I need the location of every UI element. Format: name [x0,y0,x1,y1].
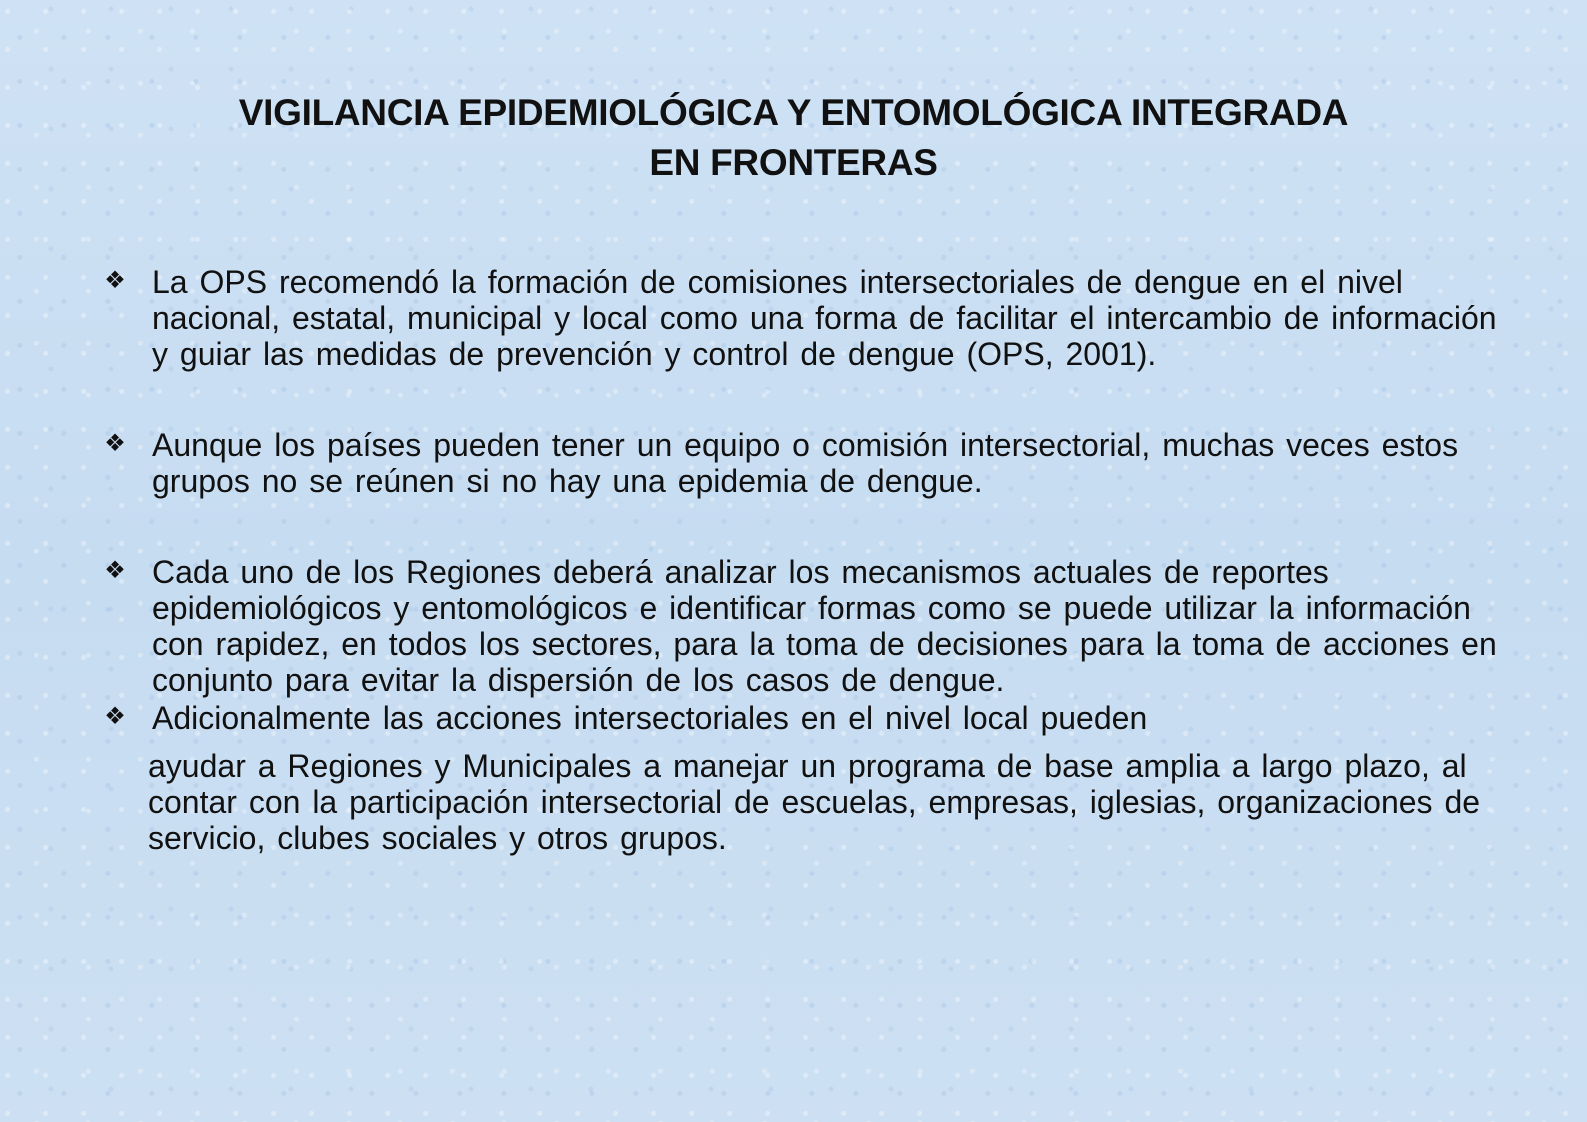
bullet-text: Aunque los países pueden tener un equipo o comisión intersectorial, muchas veces estos grupos no se reúnen si no hay una epidemia de dengue. [152,427,1459,499]
diamond-bullet-icon: ❖ [104,703,126,730]
bullet-continuation-text: ayudar a Regiones y Municipales a manejar un programa de base amplia a largo plazo, al contar con la participación intersectorial de escuelas, empresas, iglesias, organizaciones de servicio, clubes sociales y otros grupos. [148,748,1481,856]
diamond-bullet-icon: ❖ [104,430,126,457]
bullet-text: Cada uno de los Regiones deberá analizar los mecanismos actuales de reportes epidemiológicos y entomológicos e identificar formas como se puede utilizar la información con rapidez, en todos los sectores, para la toma de decisiones para la toma de acciones en conjunto para evitar la dispersión de los casos de dengue. [152,554,1497,698]
bullet-item-local-actions [100,700,1500,736]
bullet-item-commission-meetings [100,427,1500,499]
title-line-2: EN FRONTERAS [649,142,938,183]
title-line-1: VIGILANCIA EPIDEMIOLÓGICA Y ENTOMOLÓGICA INTEGRADA [238,92,1349,133]
bullet-list [100,264,1500,856]
bullet-item-regions-analysis [100,554,1500,698]
bullet-text: La OPS recomendó la formación de comisiones intersectoriales de dengue en el nivel nacional, estatal, municipal y local como una forma de facilitar el intercambio de información y guiar las medidas de prevención y control de dengue (OPS, 2001). [152,264,1497,372]
slide-title [100,88,1487,188]
bullet-item-ops-recommendation [100,264,1500,372]
bullet-text: Adicionalmente las acciones intersectoriales en el nivel local pueden [152,700,1148,736]
diamond-bullet-icon: ❖ [104,557,126,584]
diamond-bullet-icon: ❖ [104,267,126,294]
